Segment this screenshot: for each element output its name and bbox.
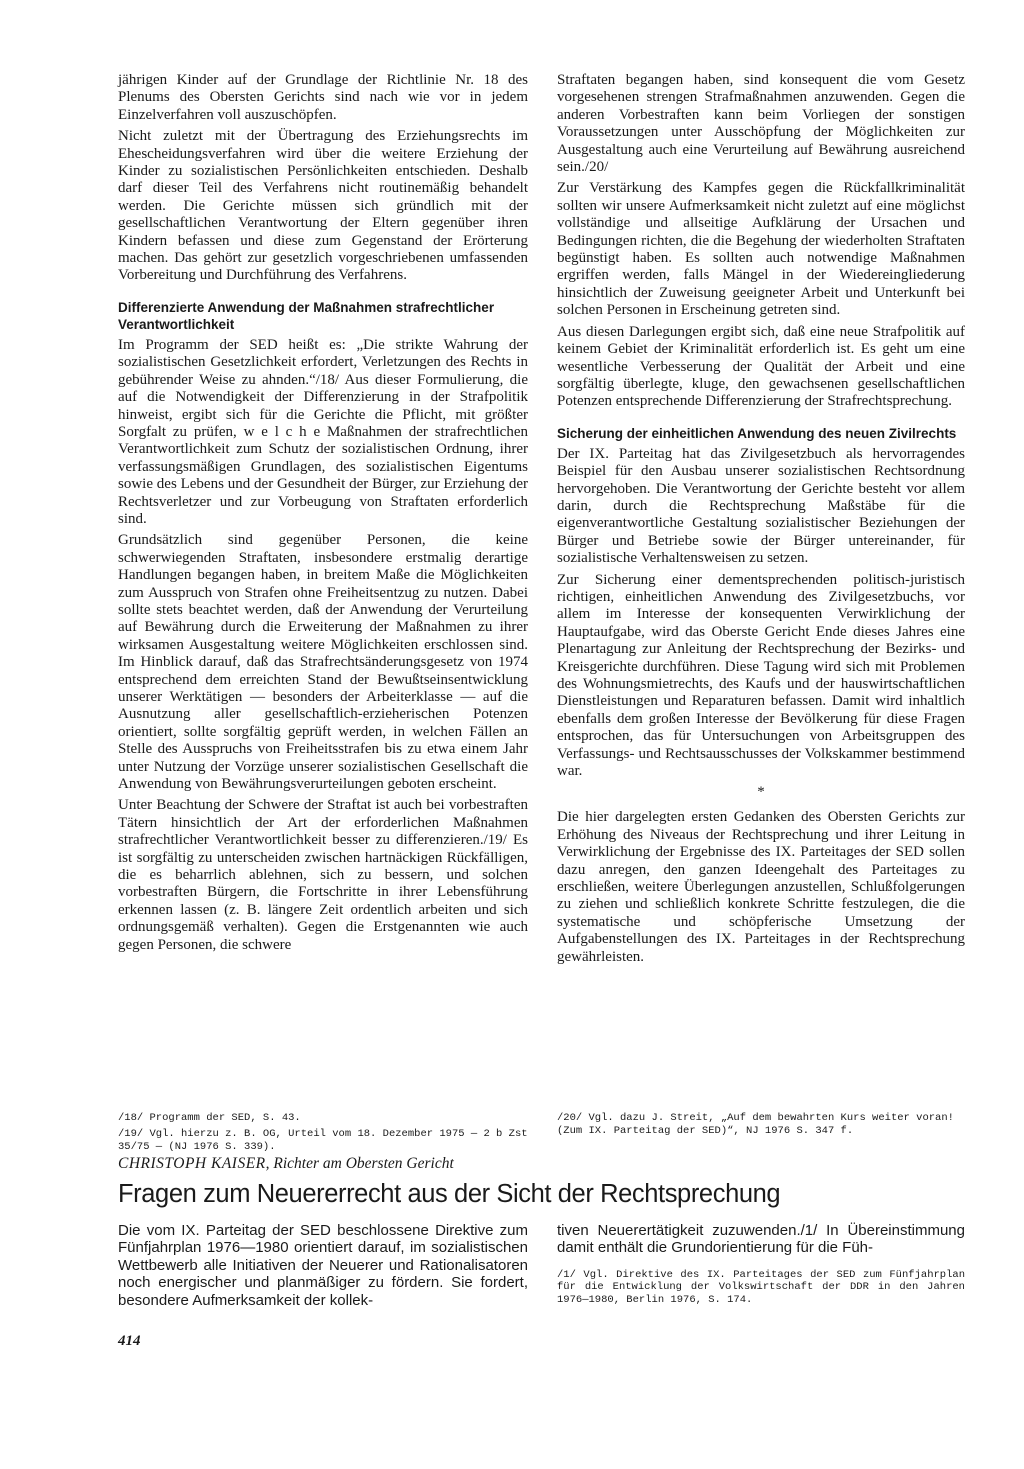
page-number: 414 <box>118 1333 141 1349</box>
paragraph: Unter Beachtung der Schwere der Straftat ist auch bei vorbestraften Tätern hinsichtlich der Art der erforderlichen Maßnahmen strafrechtlicher Verantwortlichkeit besser zu differenzieren./19/ Es ist sorgfältig zu unterscheiden zwischen hartnäckigen Rückfälligen, die es beharrlich ablehnen, sich zu bessern, und solchen vorbestraften Bürgern, die Fortschritte in ihrer Lebensführung erkennen lassen (z. B. längere Zeit ordentlich arbeiten und sich ordnungsgemäß verhalten). Gegen die Erstgenannten wie auch gegen Personen, die schwere <box>118 797 528 953</box>
section-heading: Differenzierte Anwendung der Maßnahmen strafrechtlicher Verantwortlichkeit <box>118 299 495 332</box>
section-heading: Sicherung der einheitlichen Anwendung des neuen Zivilrechts <box>557 425 957 441</box>
article-paragraph: Die vom IX. Parteitag der SED beschlossene Direktive zum Fünfjahrplan 1976—1980 orientiert darauf, im sozialistischen Wettbewerb alle Initiativen der Neuerer und Rationalisatoren noch energischer und planmäßiger zu fördern. Sie fordert, besondere Aufmerksamkeit der kollek- <box>118 1222 528 1309</box>
article-title: Fragen zum Neuererrecht aus der Sicht der Rechtsprechung <box>118 1180 781 1208</box>
author-line <box>118 1155 454 1173</box>
paragraph: Grundsätzlich sind gegenüber Personen, die keine schwerwiegenden Straftaten, insbesondere erstmalig derartige Handlungen begangen haben, in breitem Maße die Möglichkeiten zum Ausspruch von Strafen ohne Freiheitsentzug zu nutzen. Dabei sollte stets beachtet werden, daß der Anwendung der Verurteilung auf Bewährung durch die Erweiterung der Maßnahmen zu ihrer wirksamen Ausgestaltung weitere Möglichkeiten erschlossen sind. Im Hinblick darauf, daß das Strafrechtsänderungsgesetz von 1974 entsprechend dem erreichten Stand der Bewußtseinsentwicklung unserer Werktätigen — besonders der Arbeiterklasse — auf die Ausnutzung aller gesellschaftlich-erzieherischen Potenzen orientiert, sollte sorgfältig geprüft werden, in welchen Fällen an Stelle des Ausspruchs von Freiheitsstrafen bis zu etwa einem Jahr unter Nutzung der Vorzüge unserer sozialistischen Gesellschaft die Anwendung von Bewährungsverurteilungen geboten erscheint. <box>118 532 528 793</box>
section-separator: * <box>757 784 765 801</box>
paragraph: jährigen Kinder auf der Grundlage der Richtlinie Nr. 18 des Plenums des Obersten Gerichts sind nach wie vor in jedem Einzelverfahren voll auszuschöpfen. <box>118 72 528 123</box>
article-left-column <box>118 1222 528 1309</box>
footnotes-left <box>118 1112 528 1157</box>
paragraph: Zur Verstärkung des Kampfes gegen die Rückfallkriminalität sollten wir unsere Aufmerksamkeit nicht zuletzt auf eine möglichst vollständige und allseitige Aufklärung der Ursachen und Bedingungen richten, die die Begehung der wiederholten Straftaten begünstigt haben. Es sollten auch notwendige Maßnahmen ergriffen werden, falls Mängel in der Wiedereingliederung hinsichtlich der Zuweisung geeigneter Arbeit und Unterkunft bei solchen Personen in Erscheinung getreten sind. <box>557 180 965 319</box>
author-name: CHRISTOPH KAISER <box>118 1155 266 1172</box>
right-column <box>557 72 965 970</box>
paragraph: Die hier dargelegten ersten Gedanken des Obersten Gerichts zur Erhöhung des Niveaus der Rechtsprechung und ihrer Leitung in Verwirklichung der Ergebnisse des IX. Parteitages der SED sollen dazu anregen, den ganzen Ideengehalt des Parteitages zu erschließen, weitere Überlegungen anzustellen, Schlußfolgerungen zu ziehen und schließlich konkrete Schritte festzulegen, die die systematische und schöpferische Umsetzung der Aufgabenstellungen des IX. Parteitages in der Rechtsprechung gewährleisten. <box>557 809 965 965</box>
footnotes-right <box>557 1112 965 1141</box>
paragraph: Im Programm der SED heißt es: „Die strikte Wahrung der sozialistischen Gesetzlichkeit erfordert, Verletzungen des Rechts in gebührender Weise zu ahnden.“/18/ Aus dieser Formulierung, die auf die Notwendigkeit der Differenzierung in der Strafpolitik hinweist, ergibt sich für die Gerichte die Pflicht, mit größter Sorgfalt zu prüfen, w e l c h e Maßnahmen der strafrechtlichen Verantwortlichkeit zum Schutz der sozialistischen Ordnung, ihrer verfassungsmäßigen Grundlagen, des sozialistischen Eigentums sowie des Lebens und der Gesundheit der Bürger, zur Erziehung der Rechtsverletzer und zur Vorbeugung von Straftaten erforderlich sind. <box>118 336 528 527</box>
article-right-column <box>557 1222 965 1317</box>
paragraph: Nicht zuletzt mit der Übertragung des Erziehungsrechts im Ehescheidungsverfahren wird über die weitere Erziehung der Kinder zu sozialistischen Persönlichkeiten entschieden. Deshalb darf dieser Teil des Verfahrens nicht routinemäßig behandelt werden. Die Gerichte müssen sich gründlich mit der gesellschaftlichen Verantwortung der Eltern gegenüber ihren Kindern befassen und diese zum Gegenstand der Erörterung machen. Das gehört zur gesetzlich vorgeschriebenen umfassenden Vorbereitung und Durchführung des Verfahrens. <box>118 128 528 284</box>
left-column <box>118 72 528 958</box>
paragraph: Straftaten begangen haben, sind konsequent die vom Gesetz vorgesehenen strengen Strafmaßnahmen anzuwenden. Gegen die anderen Vorbestraften kann beim Vorliegen der sonstigen Voraussetzungen unter Ausschöpfung der Möglichkeiten zur Ausgestaltung auch eine Verurteilung auf Bewährung ausreichend sein./20/ <box>557 72 965 176</box>
paragraph: Zur Sicherung einer dementsprechenden politisch-juristisch richtigen, einheitlichen Anwendung des Zivilgesetzbuchs, vor allem im Interesse der konsequenten Verwirklichung der Hauptaufgabe, wird das Oberste Gericht Ende dieses Jahres eine Plenartagung zur Anleitung der Rechtsprechung der Bezirks- und Kreisgerichte durchführen. Diese Tagung wird sich mit Problemen des Wohnungsmietrechts, des Kaufs und der hauswirtschaftlichen Dienstleistungen und Reparaturen befassen. Damit wird inhaltlich ebenfalls dem großen Interesse der Bevölkerung für diese Fragen entsprochen, das für Untersuchungen von Arbeitsgruppen des Verfassungs- und Rechtsausschusses der Volkskammer bestimmend war. <box>557 571 965 780</box>
author-role: , Richter am Obersten Gericht <box>265 1155 454 1172</box>
footnote: /19/ Vgl. hierzu z. B. OG, Urteil vom 18. Dezember 1975 — 2 b Zst 35/75 — (NJ 1976 S. 339). <box>118 1128 528 1153</box>
footnote: /18/ Programm der SED, S. 43. <box>118 1112 301 1124</box>
article-paragraph: tiven Neuerertätigkeit zuzuwenden./1/ In Übereinstimmung damit enthält die Grundorientierung für die Füh- <box>557 1222 965 1257</box>
paragraph: Der IX. Parteitag hat das Zivilgesetzbuch als hervorragendes Beispiel für den Ausbau unserer sozialistischen Rechtsordnung hervorgehoben. Die Verantwortung der Gerichte besteht vor allem darin, durch die Rechtsprechung Maßstäbe für die eigenverantwortliche Gestaltung sozialistischer Beziehungen der Bürger und Betriebe sowie der Bürger untereinander, für sozialistische Verhaltensweisen zu setzen. <box>557 445 965 567</box>
paragraph: Aus diesen Darlegungen ergibt sich, daß eine neue Strafpolitik auf keinem Gebiet der Kriminalität erforderlich ist. Es geht um eine wesentliche Verbesserung der Qualität der Arbeit und eine sorgfältig überlegte, kluge, den gewachsenen gesellschaftlichen Potenzen entsprechende Differenzierung der Strafrechtsprechung. <box>557 323 965 410</box>
footnote: /1/ Vgl. Direktive des IX. Parteitages der SED zum Fünfjahrplan für die Entwicklung der Volkswirtschaft der DDR in den Jahren 1976—1980, Berlin 1976, S. 174. <box>557 1268 965 1306</box>
footnote: /20/ Vgl. dazu J. Streit, „Auf dem bewahrten Kurs weiter voran! (Zum IX. Parteitag der SED)“, NJ 1976 S. 347 f. <box>557 1112 954 1137</box>
